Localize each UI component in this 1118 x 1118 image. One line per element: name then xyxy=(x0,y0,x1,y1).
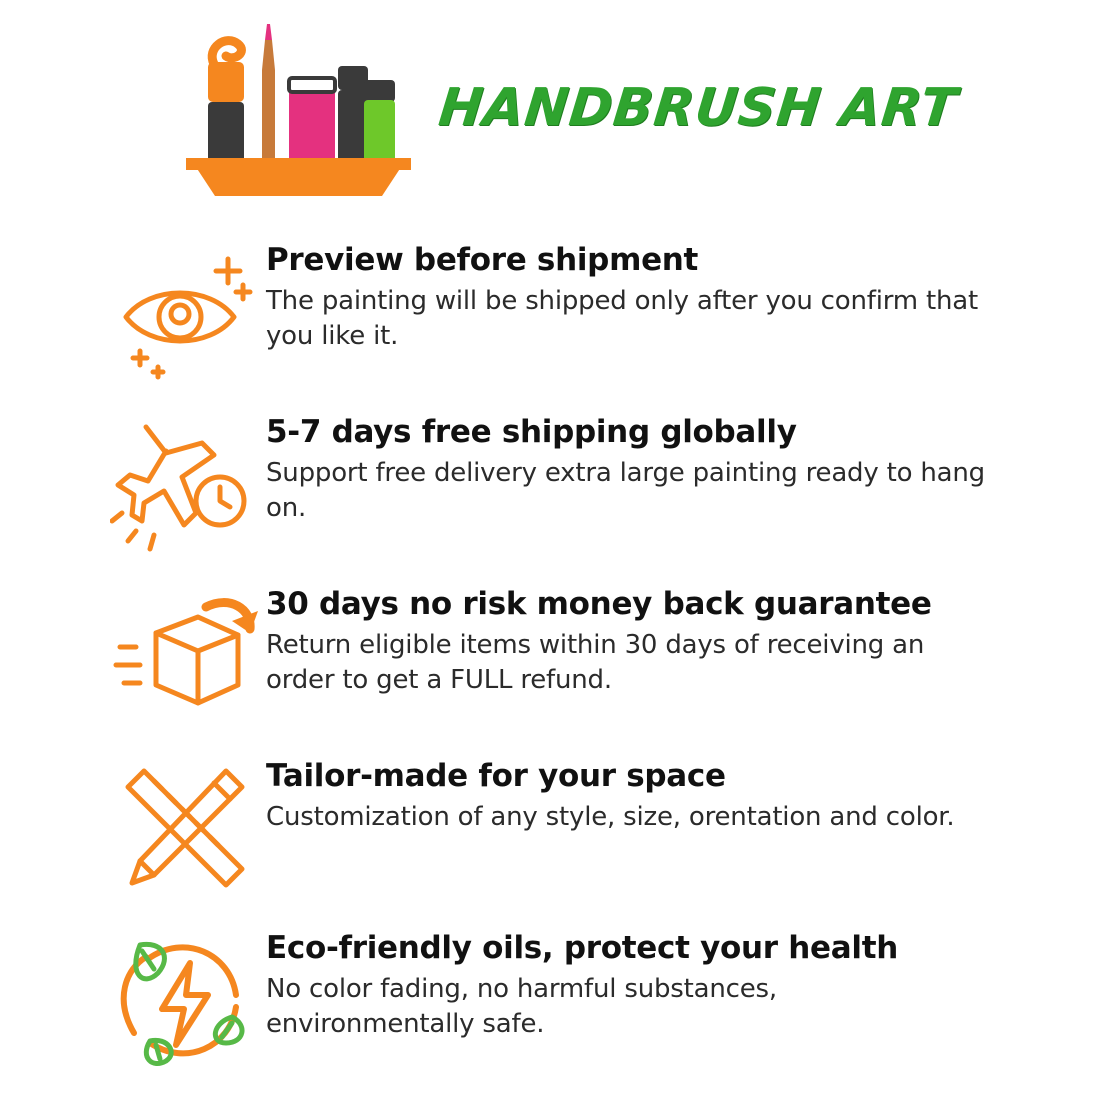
feature-description: No color fading, no harmful substances, environmentally safe. xyxy=(266,973,777,1040)
brand-header xyxy=(0,0,1118,215)
eye-preview-icon xyxy=(110,237,260,387)
list-item xyxy=(0,237,1118,387)
feature-description: Customization of any style, size, orentation and color. xyxy=(266,801,955,832)
feature-text xyxy=(266,237,986,354)
airplane-clock-icon xyxy=(110,409,260,559)
feature-title: 5-7 days free shipping globally xyxy=(266,414,797,450)
feature-text xyxy=(266,925,986,1042)
feature-description: Support free delivery extra large painting ready to hang on. xyxy=(266,457,985,524)
box-return-arrow-icon xyxy=(110,581,260,731)
list-item xyxy=(0,409,1118,559)
list-item xyxy=(0,925,1118,1075)
feature-title: Preview before shipment xyxy=(266,242,699,278)
feature-description: The painting will be shipped only after you confirm that you like it. xyxy=(266,285,978,352)
list-item xyxy=(0,753,1118,903)
feature-description: Return eligible items within 30 days of receiving an order to get a FULL refund. xyxy=(266,629,925,696)
feature-text xyxy=(266,409,986,526)
features-list xyxy=(0,215,1118,1075)
list-item xyxy=(0,581,1118,731)
eco-leaf-bolt-icon xyxy=(110,925,260,1075)
feature-title: Eco-friendly oils, protect your health xyxy=(266,930,898,966)
feature-text xyxy=(266,753,954,835)
paint-supplies-basket-icon xyxy=(186,18,411,198)
feature-title: 30 days no risk money back guarantee xyxy=(266,586,932,622)
pencil-ruler-icon xyxy=(110,753,260,903)
feature-text xyxy=(266,581,986,698)
feature-title: Tailor-made for your space xyxy=(266,758,726,794)
brand-title: HANDBRUSH ART xyxy=(435,77,960,138)
